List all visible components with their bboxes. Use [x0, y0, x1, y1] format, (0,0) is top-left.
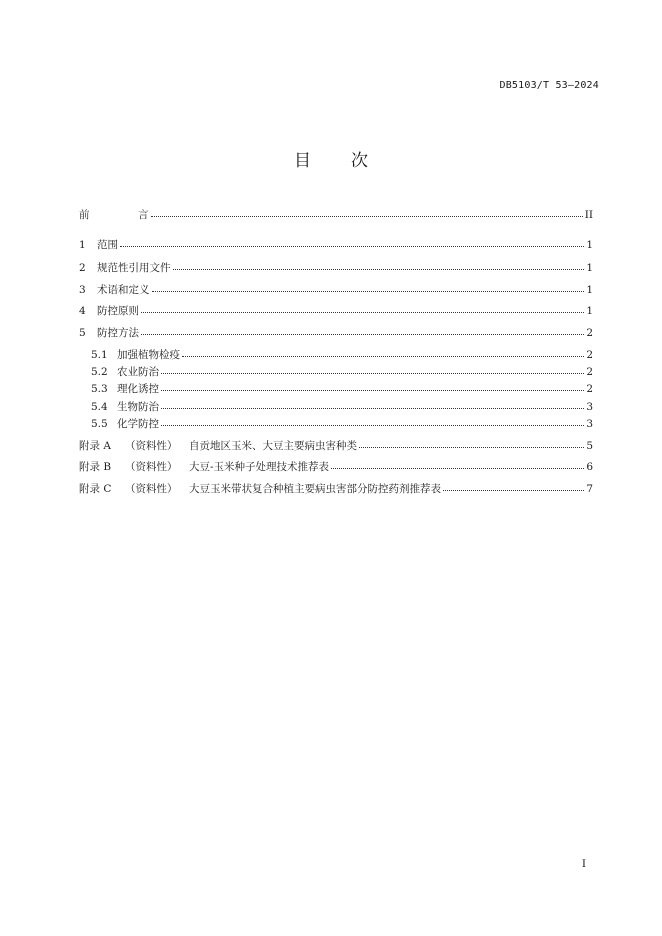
toc-appendix-label: 大豆-玉米种子处理技术推荐表	[189, 461, 330, 473]
toc-page-number: 7	[586, 483, 593, 495]
toc-entry-label: 加强植物检疫	[117, 349, 180, 361]
toc-entry-label: 农业防治	[117, 366, 159, 378]
toc-entry-label: 规范性引用文件	[97, 262, 171, 274]
toc-leader	[359, 438, 584, 448]
toc-page-number: 2	[586, 383, 593, 395]
toc-entry-number: 5.4	[91, 401, 108, 413]
toc-leader	[161, 364, 584, 374]
toc-entry-number: 5.5	[91, 418, 108, 430]
toc-entry-number: 4	[79, 305, 86, 317]
toc-leader	[120, 237, 584, 247]
toc-page-number: 1	[586, 305, 593, 317]
toc-entry-number: 2	[79, 262, 86, 274]
toc-entry-label: 生物防治	[117, 401, 159, 413]
toc-appendix-tag: （资料性）	[125, 483, 178, 495]
toc-leader	[151, 207, 583, 217]
toc-entry-number: 5.3	[91, 383, 108, 395]
toc-leader	[141, 303, 584, 313]
toc-appendix-c[interactable]	[79, 481, 593, 495]
toc-entry-4[interactable]	[79, 303, 593, 317]
toc-page-number: II	[584, 209, 593, 221]
toc-appendix-number: 附录 B	[79, 461, 112, 473]
toc-leader	[173, 260, 585, 270]
toc-leader	[152, 282, 585, 292]
toc-appendix-b[interactable]	[79, 459, 593, 473]
toc-appendix-label: 大豆玉米带状复合种植主要病虫害部分防控药剂推荐表	[189, 483, 441, 495]
toc-leader	[443, 481, 584, 491]
toc-entry-5-2[interactable]	[79, 364, 593, 378]
toc-entry-5-3[interactable]	[79, 381, 593, 395]
toc-appendix-number: 附录 C	[79, 483, 112, 495]
toc-appendix-tag: （资料性）	[125, 440, 178, 452]
toc-entry-number: 1	[79, 239, 86, 251]
toc-entry-5[interactable]	[79, 325, 593, 339]
toc-page-number: 3	[586, 418, 593, 430]
title-char-2: 次	[351, 151, 368, 171]
toc-leader	[182, 347, 584, 357]
toc-entry-label: 术语和定义	[97, 284, 150, 296]
toc-entry-label: 化学防控	[117, 418, 159, 430]
toc-page-number: 1	[586, 284, 593, 296]
toc-page-number: 1	[586, 239, 593, 251]
toc-leader	[161, 416, 584, 426]
toc-entry-preface[interactable]	[79, 207, 593, 221]
toc-appendix-number: 附录 A	[79, 440, 111, 452]
toc-entry-label: 理化诱控	[117, 383, 159, 395]
toc-appendix-tag: （资料性）	[125, 461, 178, 473]
footer-page-number: I	[581, 858, 586, 870]
toc-entry-number: 5.1	[91, 349, 108, 361]
toc-leader	[161, 381, 584, 391]
toc-page-number: 2	[586, 349, 593, 361]
toc-appendix-a[interactable]	[79, 438, 593, 452]
toc-page-number: 1	[586, 262, 593, 274]
toc-entry-number: 5	[79, 327, 86, 339]
toc-appendix-label: 自贡地区玉米、大豆主要病虫害种类	[189, 440, 357, 452]
toc-preface-label-b: 言	[138, 209, 149, 221]
title-char-1: 目	[294, 151, 311, 171]
document-code: DB5103/T 53—2024	[499, 80, 599, 91]
toc-page-number: 5	[586, 440, 593, 452]
toc-entry-label: 防控原则	[97, 305, 139, 317]
toc-entry-3[interactable]	[79, 282, 593, 296]
toc-leader	[331, 459, 584, 469]
toc-page-number: 2	[586, 327, 593, 339]
toc-page-number: 3	[586, 401, 593, 413]
toc-page-number: 6	[586, 461, 593, 473]
toc-leader	[161, 399, 584, 409]
toc-entry-number: 3	[79, 284, 86, 296]
toc-entry-1[interactable]	[79, 237, 593, 251]
toc-leader	[141, 325, 584, 335]
toc-entry-5-1[interactable]	[79, 347, 593, 361]
toc-entry-2[interactable]	[79, 260, 593, 274]
toc-entry-label: 防控方法	[97, 327, 139, 339]
toc-preface-label-a: 前	[79, 209, 90, 221]
toc-entry-5-4[interactable]	[79, 399, 593, 413]
toc-entry-label: 范围	[97, 239, 118, 251]
toc-entry-5-5[interactable]	[79, 416, 593, 430]
toc-entry-number: 5.2	[91, 366, 108, 378]
page-title	[0, 146, 662, 171]
toc-page-number: 2	[586, 366, 593, 378]
